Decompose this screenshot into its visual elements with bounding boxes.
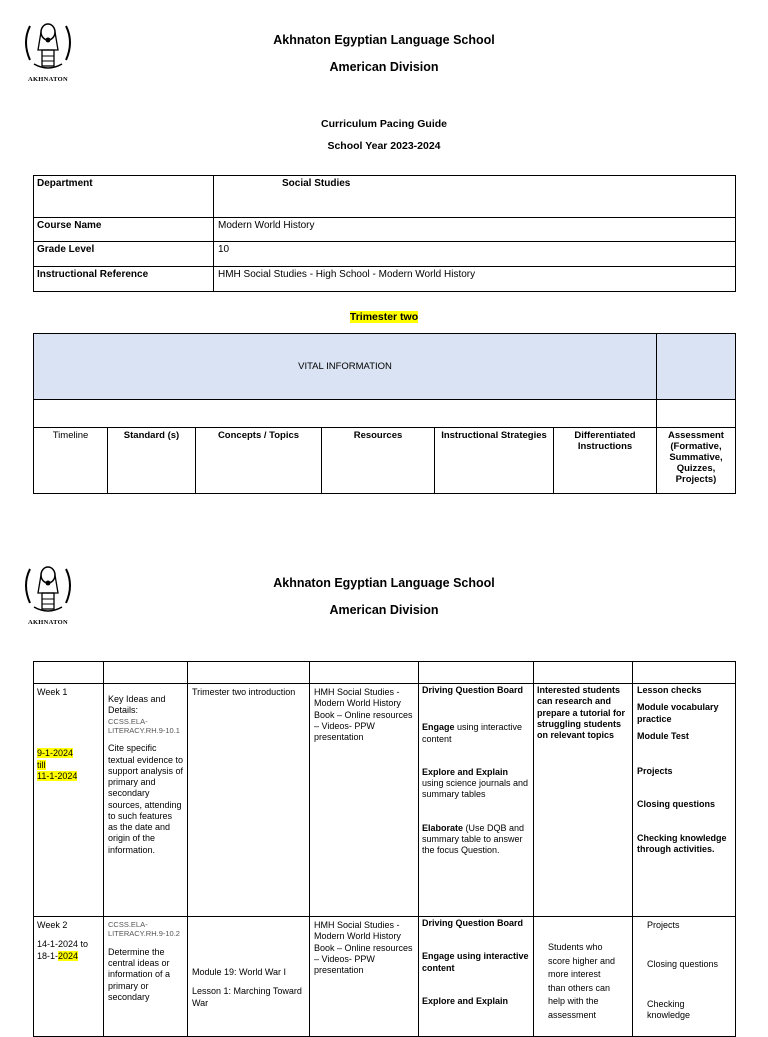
school-name: Akhnaton Egyptian Language School — [273, 33, 495, 47]
topic-text: Lesson 1: Marching Toward War — [192, 986, 302, 1008]
table-row — [34, 400, 736, 428]
assessment-item: Lesson checks — [637, 685, 702, 695]
strategies-cell — [419, 684, 534, 917]
info-value: Modern World History — [214, 218, 736, 242]
topic-text: Module 19: World War I — [192, 967, 287, 977]
standard-code: CCSS.ELA-LITERACY.RH.9-10.2 — [108, 920, 180, 939]
weekly-pacing-table — [33, 661, 736, 1037]
school-logo — [20, 563, 76, 627]
resources-text: HMH Social Studies - Modern World History Book – Online resources – Videos- PPW presentation — [314, 687, 413, 742]
course-info-table — [33, 175, 736, 292]
assessment-item: Closing questions — [637, 799, 716, 810]
date-to: 11-1-2024 — [37, 770, 78, 781]
school-name: Akhnaton Egyptian Language School — [273, 576, 495, 590]
strategy-text: Explore and Explain — [422, 995, 509, 1006]
topic-cell — [188, 684, 310, 917]
column-header: Assessment (Formative, Summative, Quizzes, Projects) — [657, 428, 736, 494]
topic-cell — [188, 917, 310, 1037]
division-name: American Division — [329, 603, 439, 617]
week-label: Week 2 — [37, 920, 68, 930]
trimester-label: Trimester two — [349, 311, 419, 323]
assessment-item: Module vocabulary practice — [637, 702, 719, 724]
differentiated-text: Students who score higher and more interest than others can help with the assessment — [548, 942, 616, 1020]
table-row — [34, 684, 736, 917]
standard-text: Cite specific textual evidence to support analysis of primary and secondary sources, attending to such features as the date and origin of the information. — [108, 743, 184, 855]
info-label: Department — [34, 176, 214, 218]
standard-text: Determine the central ideas or information of a primary or secondary — [108, 946, 171, 1002]
differentiated-text: Interested students can research and prepare a tutorial for struggling students on relevant topics — [537, 685, 626, 740]
strategy-bold: Explore and Explain — [422, 766, 509, 777]
strategy-bold: Engage — [422, 722, 455, 733]
table-row — [34, 242, 736, 267]
assessment-item: Checking knowledge — [647, 998, 691, 1020]
table-row — [34, 334, 736, 400]
date-text: 14-1-2024 to 18-1- — [37, 939, 89, 961]
column-header: Differentiated Instructions — [554, 428, 657, 494]
table-row — [34, 917, 736, 1037]
table-row — [34, 267, 736, 292]
assessment-item: Closing questions — [647, 959, 719, 970]
assessment-cell — [633, 917, 736, 1037]
column-header: Concepts / Topics — [196, 428, 322, 494]
logo-text: AKHNATON — [27, 619, 69, 626]
column-header-row — [34, 428, 736, 494]
resources-text: HMH Social Studies - Modern World History Book – Online resources – Videos- PPW presentation — [314, 920, 413, 975]
assessment-item: Checking knowledge through activities. — [637, 832, 727, 854]
table-row — [34, 218, 736, 242]
standard-cell — [104, 917, 188, 1037]
column-header: Resources — [322, 428, 435, 494]
table-row — [34, 662, 736, 684]
differentiated-cell — [534, 684, 633, 917]
info-value: 10 — [214, 242, 736, 267]
column-header: Timeline — [34, 428, 108, 494]
strategy-text: using science journals and summary tables — [422, 778, 529, 800]
timeline-cell — [34, 917, 104, 1037]
info-label: Grade Level — [34, 242, 214, 267]
assessment-item: Module Test — [637, 730, 689, 741]
strategy-text: Engage using interactive content — [422, 951, 529, 973]
date-till: till — [37, 759, 46, 770]
assessment-item: Projects — [637, 766, 673, 776]
info-label: Instructional Reference — [34, 267, 214, 292]
timeline-cell — [34, 684, 104, 917]
table-row — [34, 176, 736, 218]
logo-text: AKHNATON — [27, 76, 69, 83]
resources-cell — [310, 917, 419, 1037]
division-name: American Division — [329, 60, 439, 74]
topic-text: Trimester two introduction — [192, 687, 296, 697]
info-value: Social Studies — [214, 176, 736, 218]
date-highlight: 2024 — [58, 950, 79, 961]
school-logo — [20, 20, 76, 84]
strategies-cell — [419, 917, 534, 1037]
school-year: School Year 2023-2024 — [327, 140, 441, 152]
column-header: Standard (s) — [108, 428, 196, 494]
date-from: 9-1-2024 — [37, 748, 74, 759]
vital-info-heading: VITAL INFORMATION — [34, 334, 657, 400]
vital-info-table — [33, 333, 736, 494]
assessment-cell — [633, 684, 736, 917]
column-header: Instructional Strategies — [435, 428, 554, 494]
strategy-bold: Elaborate — [422, 822, 464, 833]
strategy-text: using interactive content — [422, 722, 523, 744]
info-label: Course Name — [34, 218, 214, 242]
differentiated-cell — [534, 917, 633, 1037]
strategy-text: (Use DQB and summary table to answer the focus Question. — [422, 822, 525, 855]
strategy-text: Driving Question Board — [422, 685, 524, 695]
strategy-text: Driving Question Board — [422, 918, 524, 928]
week-label: Week 1 — [37, 687, 68, 697]
info-value: HMH Social Studies - High School - Modern World History — [214, 267, 736, 292]
standard-heading: Key Ideas and Details: — [108, 694, 166, 716]
standard-cell — [104, 684, 188, 917]
standard-code: CCSS.ELA-LITERACY.RH.9-10.1 — [108, 716, 180, 735]
assessment-item: Projects — [647, 920, 680, 930]
resources-cell — [310, 684, 419, 917]
guide-title: Curriculum Pacing Guide — [320, 118, 448, 130]
